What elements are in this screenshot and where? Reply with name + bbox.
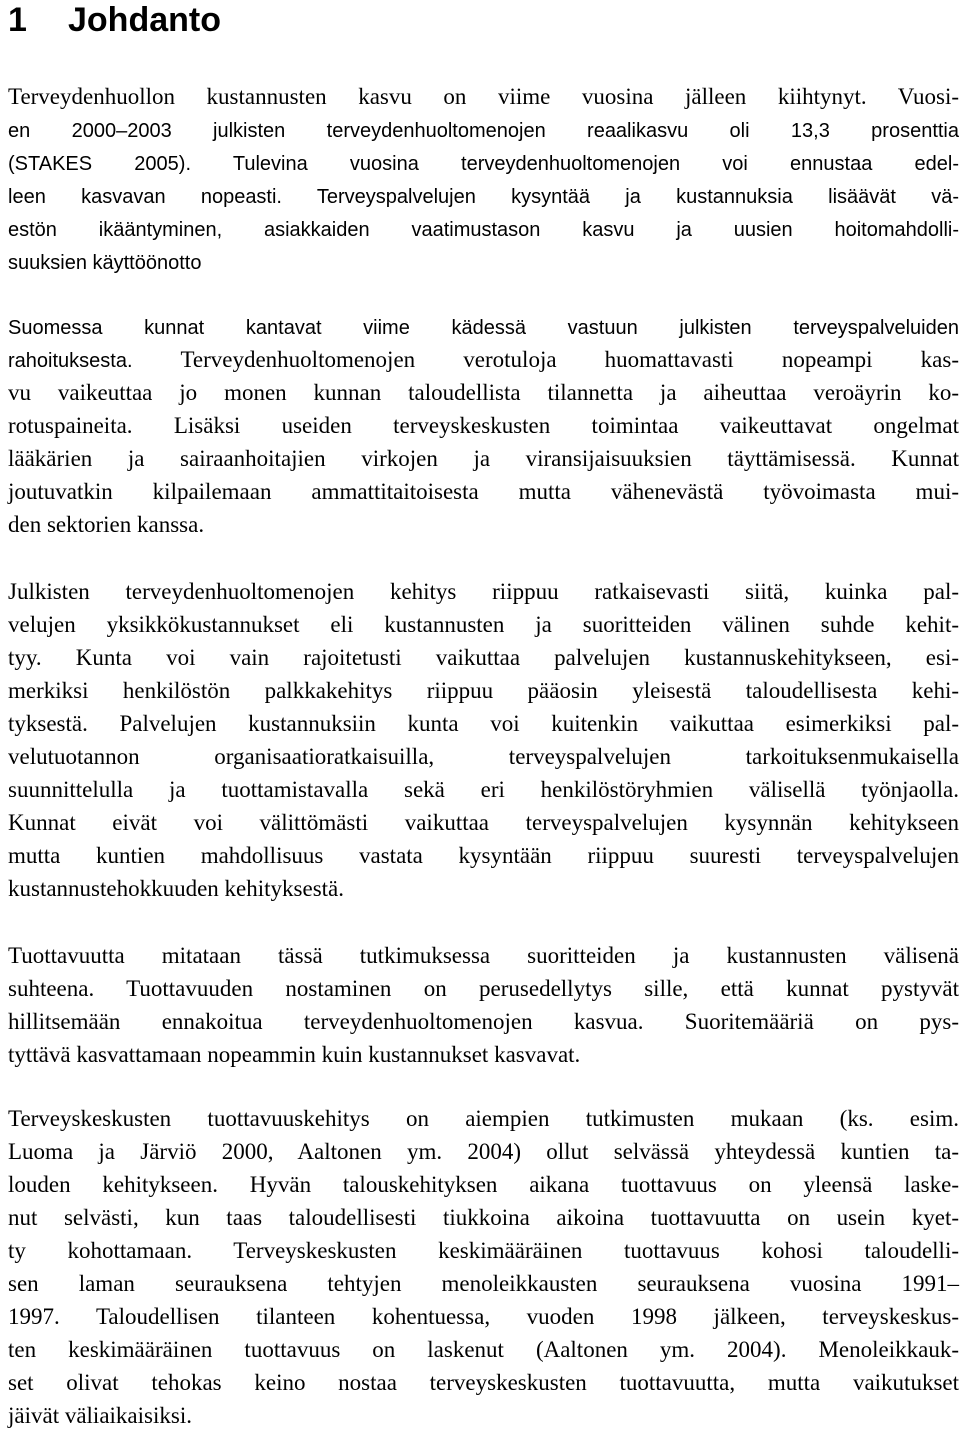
section-title: Johdanto <box>68 1 221 39</box>
text-run: set olivat tehokas keino nostaa terveyskeskusten tuottavuutta, mutta vaikutukset <box>8 1370 959 1395</box>
text-line <box>8 874 344 904</box>
text-run: Terveyskeskusten tuottavuuskehitys on aiempien tutkimusten mukaan (ks. esim. <box>8 1106 959 1131</box>
text-line <box>8 1040 580 1070</box>
text-run: tyksestä. <box>8 711 120 736</box>
text-line <box>8 1236 959 1266</box>
text-line <box>8 1335 959 1365</box>
text-run: Taloudellisen tilanteen kohentuessa, vuoden 1998 jälkeen, terveyskeskus- <box>95 1304 959 1329</box>
text-run: Terveyspalvelujen kysyntää ja kustannuksia lisäävät vä- <box>316 186 959 208</box>
text-line <box>8 345 959 375</box>
text-run: en 2000–2003 julkisten terveydenhuoltomenojen reaalikasvu oli 13,3 prosenttia <box>8 120 959 142</box>
text-run: den sektorien kanssa. <box>8 512 205 537</box>
text-run: Terveydenhuoltomenojen verotuloja huomattavasti nopeampi kas- <box>180 347 959 372</box>
text-line <box>8 247 201 277</box>
text-run: Kunnat eivät voi välittömästi vaikuttaa terveyspalvelujen kysynnän kehitykseen <box>8 810 959 835</box>
text-line <box>8 477 959 507</box>
text-run: mutta kuntien mahdollisuus vastata kysyntään riippuu suuresti terveyspalvelujen <box>8 843 959 868</box>
text-line <box>8 214 959 244</box>
text-line <box>8 312 959 342</box>
text-run: merkiksi henkilöstön palkkakehitys riippuu pääosin yleisestä taloudellisesta kehi- <box>8 678 959 703</box>
text-run: suhteena. <box>8 976 127 1001</box>
text-run: Hyvän talouskehityksen aikana tuottavuus on yleensä laske- <box>249 1172 959 1197</box>
text-line <box>8 610 959 640</box>
text-run: Kunnat <box>891 446 959 471</box>
text-run: Kunta voi vain rajoitetusti vaikuttaa palvelujen kustannuskehitykseen, esi- <box>75 645 959 670</box>
text-run: Suomessa kunnat kantavat viime kädessä vastuun julkisten terveyspalveluiden <box>8 317 959 339</box>
text-line <box>8 1007 959 1037</box>
text-line <box>8 841 959 871</box>
text-run: kustannustehokkuuden kehityksestä. <box>8 876 345 901</box>
text-run: velujen yksikkökustannukset eli kustannusten ja suoritteiden välinen suhde kehit- <box>8 612 959 637</box>
section-number: 1 <box>8 1 27 39</box>
text-run: rotuspaineita. <box>8 413 174 438</box>
text-run: Julkisten terveydenhuoltomenojen kehitys riippuu ratkaisevasti siitä, kuinka pal- <box>8 579 959 604</box>
text-run: vu vaikeuttaa jo monen kunnan taloudellista tilannetta ja aiheuttaa veroäyrin ko- <box>8 380 959 405</box>
text-line <box>8 115 959 145</box>
text-run: Terveydenhuollon kustannusten kasvu on viime vuosina jälleen kiihtynyt. Vuosi- <box>8 84 959 109</box>
text-line <box>8 1368 959 1398</box>
text-run: Lisäksi useiden terveyskeskusten toimintaa vaikeuttavat ongelmat <box>173 413 959 438</box>
text-line <box>8 444 959 474</box>
text-line <box>8 742 959 772</box>
text-run: Tuottavuuden nostaminen on perusedellytys sille, että kunnat pystyvät <box>126 976 959 1001</box>
text-run: (STAKES 2005). <box>8 153 233 175</box>
text-line <box>8 510 204 540</box>
text-run: leen kasvavan nopeasti. <box>8 186 317 208</box>
text-run: Luoma ja Järviö 2000, Aaltonen ym. 2004) ollut selvässä yhteydessä kuntien ta- <box>8 1139 959 1164</box>
text-line <box>8 709 959 739</box>
text-line <box>8 148 959 178</box>
text-run: velutuotannon organisaatioratkaisuilla, terveyspalvelujen tarkoituksenmukaisella <box>8 744 959 769</box>
text-run: rahoituksesta. <box>8 350 181 372</box>
text-run: Tuottavuutta mitataan tässä tutkimuksessa suoritteiden ja kustannusten välisenä <box>8 943 959 968</box>
text-run: louden kehitykseen. <box>8 1172 250 1197</box>
text-run: nut selvästi, kun taas taloudellisesti tiukkoina aikoina tuottavuutta on usein kyet- <box>8 1205 959 1230</box>
text-run: 1997. <box>8 1304 96 1329</box>
text-run: lääkärien ja sairaanhoitajien virkojen ja viransijaisuuksien täyttämisessä. <box>8 446 892 471</box>
text-line <box>8 378 959 408</box>
text-line <box>8 1104 959 1134</box>
text-line <box>8 974 959 1004</box>
text-line <box>8 941 959 971</box>
section-heading <box>8 0 221 40</box>
text-run: Terveyskeskusten keskimääräinen tuottavuus kohosi taloudelli- <box>233 1238 959 1263</box>
text-line <box>8 1137 959 1167</box>
text-run: ten keskimääräinen tuottavuus on laskenut (Aaltonen ym. 2004). <box>8 1337 819 1362</box>
text-line <box>8 676 959 706</box>
text-line <box>8 643 959 673</box>
text-line <box>8 1401 192 1431</box>
text-line <box>8 577 959 607</box>
text-run: suuksien käyttöönotto <box>8 252 202 274</box>
text-run: Menoleikkauk- <box>818 1337 959 1362</box>
text-run: hillitsemään ennakoitua terveydenhuoltomenojen kasvua. <box>8 1009 685 1034</box>
text-line <box>8 808 959 838</box>
text-run: ty kohottamaan. <box>8 1238 234 1263</box>
text-line <box>8 411 959 441</box>
text-run: Suoritemääriä on pys- <box>684 1009 959 1034</box>
text-run: Palvelujen kustannuksiin kunta voi kuitenkin vaikuttaa esimerkiksi pal- <box>119 711 959 736</box>
text-line <box>8 1170 959 1200</box>
text-run: jäivät väliaikaisiksi. <box>8 1403 192 1428</box>
text-line <box>8 1302 959 1332</box>
text-run: suunnittelulla ja tuottamistavalla sekä eri henkilöstöryhmien välisellä työnjaolla. <box>8 777 959 802</box>
text-run: tyttävä kasvattamaan nopeammin kuin kustannukset kasvavat. <box>8 1042 581 1067</box>
text-run: estön ikääntyminen, asiakkaiden vaatimustason kasvu ja uusien hoitomahdolli- <box>8 219 959 241</box>
text-line <box>8 181 959 211</box>
text-line <box>8 82 959 112</box>
text-line <box>8 1203 959 1233</box>
text-run: joutuvatkin kilpailemaan ammattitaitoisesta mutta vähenevästä työvoimasta mui- <box>8 479 959 504</box>
text-run: tyy. <box>8 645 76 670</box>
text-line <box>8 1269 959 1299</box>
text-run: Tulevina vuosina terveydenhuoltomenojen voi ennustaa edel- <box>232 153 959 175</box>
text-run: sen laman seurauksena tehtyjen menoleikkausten seurauksena vuosina 1991– <box>8 1271 959 1296</box>
text-line <box>8 775 959 805</box>
